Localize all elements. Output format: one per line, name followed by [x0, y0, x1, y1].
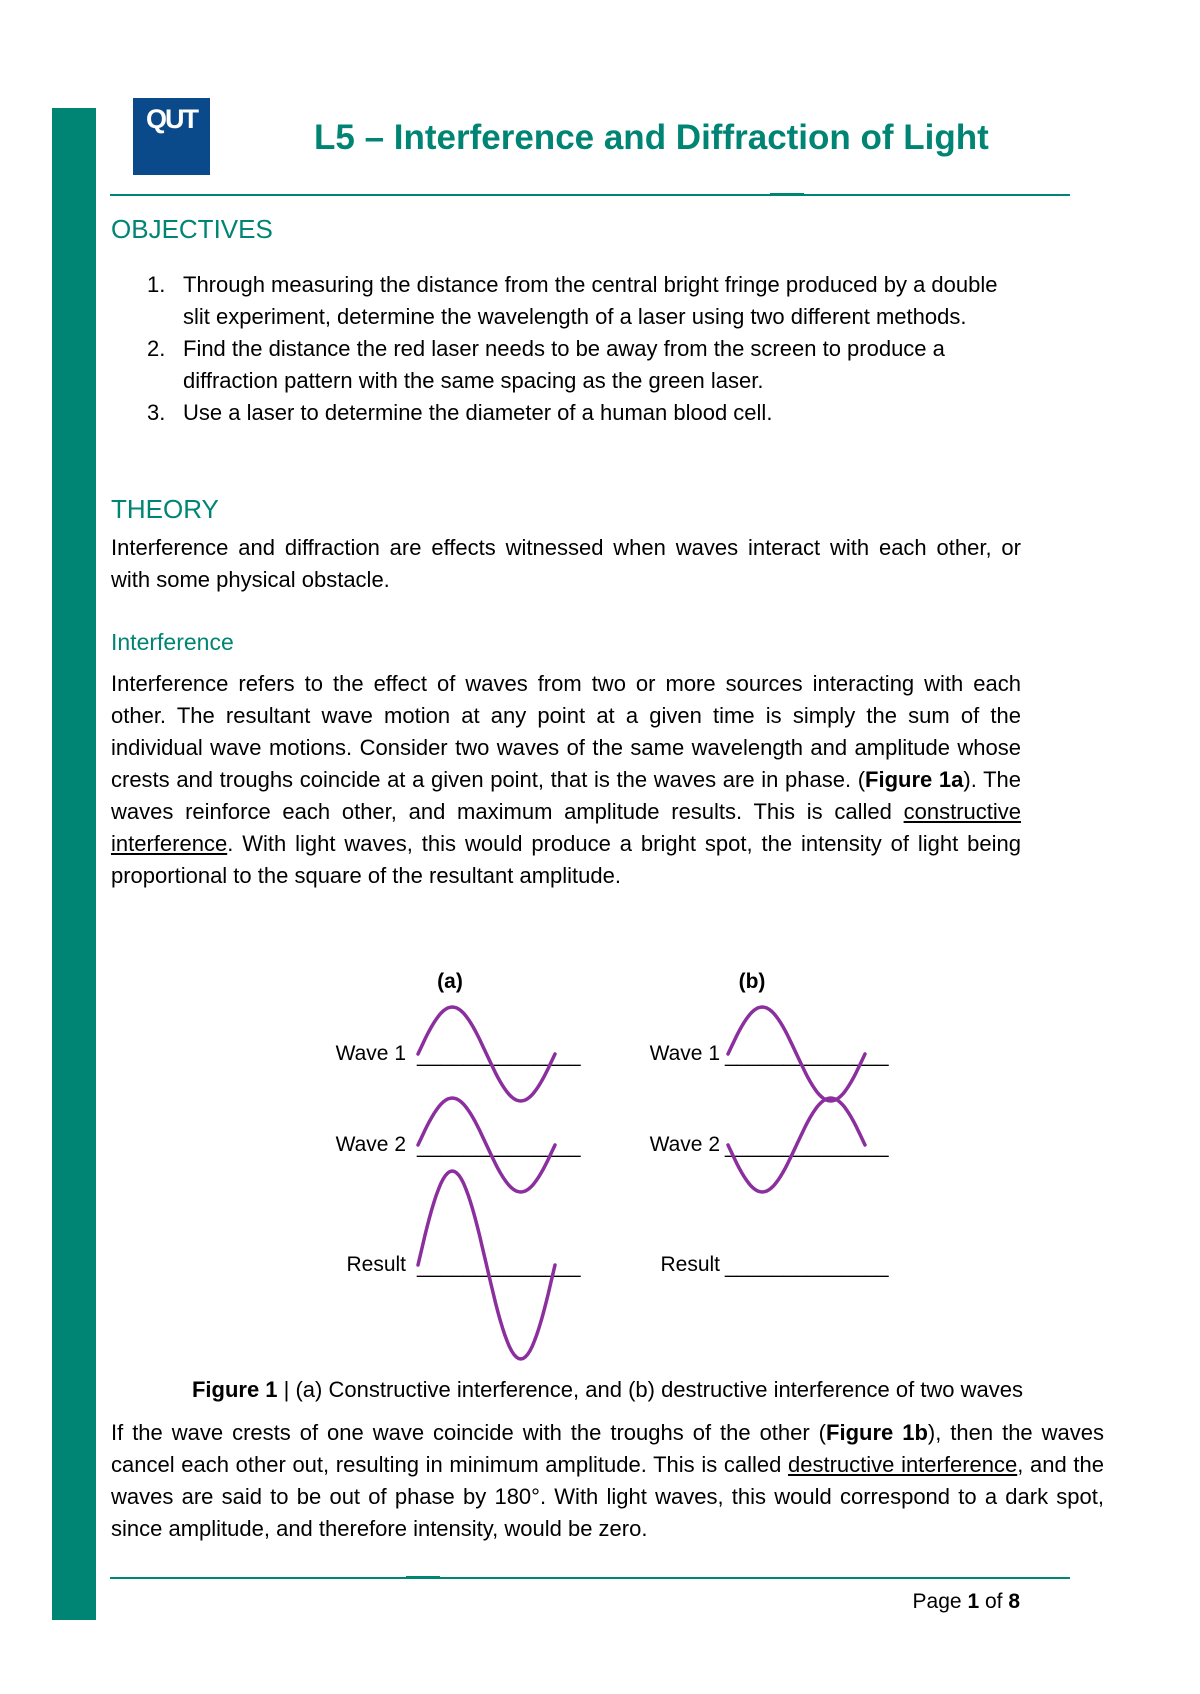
- qut-logo: [133, 98, 210, 175]
- objective-item: [111, 333, 1021, 397]
- paragraph-text: Interference refers to the effect of waves from two or more sources interacting with each other. The resultant wave motion at any point at a given time is simply the sum of the individual wave motions. Consider two waves of the same wavelength and amplitude whose crests and troughs coincide at a given point, that is the waves are in phase. (: [111, 671, 1021, 792]
- caption-text: | (a) Constructive interference, and (b) destructive interference of two waves: [277, 1377, 1024, 1402]
- baseline-wave2-a: ______________: [417, 1135, 581, 1158]
- page-total: 8: [1008, 1590, 1020, 1613]
- figure-reference: Figure 1a: [865, 767, 964, 792]
- objective-number: 2.: [147, 336, 166, 361]
- interference-heading: Interference: [111, 629, 234, 655]
- objective-text: Through measuring the distance from the central bright fringe produced by a double slit experiment, determine the wavelength of a laser using two different methods.: [183, 272, 998, 329]
- term-constructive-interference: constructive interference: [111, 799, 1021, 856]
- footer-divider-mark: [406, 1576, 440, 1579]
- header-divider: [110, 194, 1070, 196]
- caption-label: Figure 1: [191, 1377, 278, 1402]
- objective-text: Use a laser to determine the diameter of a human blood cell.: [183, 400, 773, 425]
- interference-figure: [300, 960, 940, 1370]
- figure-caption: [111, 1374, 1104, 1406]
- objective-number: 1.: [147, 272, 166, 297]
- interference-paragraph-2: [111, 1417, 1104, 1545]
- objectives-list: [111, 269, 1021, 429]
- baseline-wave1-a: ______________: [417, 1044, 581, 1067]
- theory-heading: THEORY: [111, 494, 219, 524]
- objective-number: 3.: [147, 400, 166, 425]
- objectives-heading: OBJECTIVES: [111, 214, 273, 244]
- wave2-label-a: Wave 2: [335, 1133, 406, 1156]
- wave1-label-b: Wave 1: [649, 1042, 720, 1065]
- baseline-result-b: ______________: [725, 1255, 889, 1278]
- theory-intro: Interference and diffraction are effects witnessed when waves interact with each other, or with some physical obstacle.: [111, 535, 1021, 592]
- figure-reference: Figure 1b: [826, 1420, 928, 1445]
- panel-a-label: (a): [437, 970, 463, 993]
- page-prefix: Page: [912, 1590, 968, 1613]
- page-number: [850, 1590, 1020, 1614]
- paragraph-text: ), then the waves cancel each other out, resulting in minimum amplitude. This is called: [111, 1420, 1104, 1477]
- paragraph-text: . With light waves, this would produce a bright spot, the intensity of light being proportional to the square of the resultant amplitude.: [111, 831, 1021, 888]
- footer-divider: [110, 1577, 1070, 1579]
- result-label-a: Result: [346, 1253, 406, 1276]
- objective-item: [111, 397, 1021, 429]
- paragraph-text: If the wave crests of one wave coincide with the troughs of the other (: [111, 1420, 827, 1445]
- paragraph-text: , and the waves are said to be out of phase by 180°. With light waves, this would correspond to a dark spot, since amplitude, and therefore intensity, would be zero.: [111, 1452, 1104, 1541]
- paragraph-text: ). The waves reinforce each other, and maximum amplitude results. This is called: [111, 767, 1022, 824]
- page-of: of: [979, 1590, 1009, 1613]
- interference-paragraph-1: [111, 668, 1021, 892]
- page-title: L5 – Interference and Diffraction of Light: [314, 118, 989, 157]
- page-current: 1: [967, 1590, 980, 1613]
- term-destructive-interference: destructive interference: [788, 1452, 1018, 1477]
- header-divider-mark: [770, 193, 804, 196]
- result-label-b: Result: [660, 1253, 720, 1276]
- baseline-result-a: ______________: [417, 1255, 581, 1278]
- wave1-label-a: Wave 1: [335, 1042, 406, 1065]
- wave2-label-b: Wave 2: [649, 1133, 720, 1156]
- side-accent-bar: [52, 108, 96, 1620]
- baseline-wave1-b: ______________: [725, 1044, 889, 1067]
- objective-text: Find the distance the red laser needs to be away from the screen to produce a diffraction pattern with the same spacing as the green laser.: [183, 336, 945, 393]
- objective-item: [111, 269, 1021, 333]
- baseline-wave2-b: ______________: [725, 1135, 889, 1158]
- panel-b-label: (b): [738, 970, 766, 993]
- logo-text: QUT: [146, 104, 197, 134]
